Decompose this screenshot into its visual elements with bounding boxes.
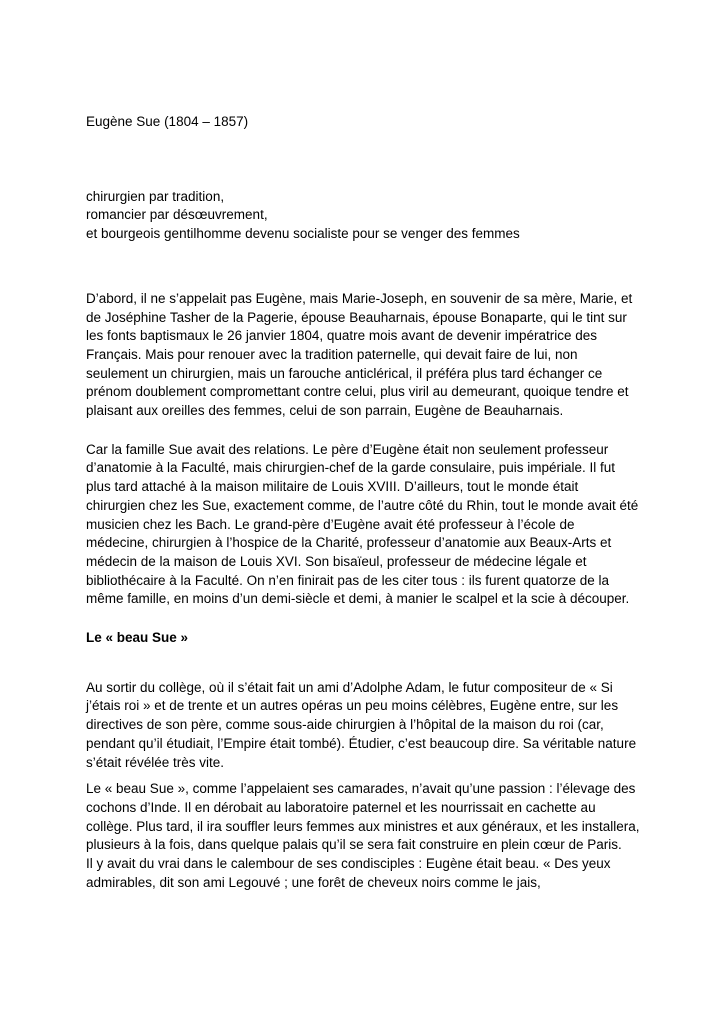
section-heading-beau-sue: Le « beau Sue » [86, 630, 189, 646]
paragraph-guinea-pigs: Le « beau Sue », comme l’appelaient ses camarades, n’avait qu’une passion : l’élevage des cochons d’Inde. Il en dérobait au laboratoire paternel et les nourrissait en cachette au collège. Plus tard, il ira souffler leurs femmes aux ministres et aux généraux, et les installera, plusieurs à la fois, dans quelque palais qu’il se sera fait construire en plein cœur de Paris. [86, 781, 640, 853]
epigraph-line-2: romancier par désœuvrement, [86, 207, 268, 223]
paragraph-group-beau-sue [86, 780, 640, 892]
document-title: Eugène Sue (1804 – 1857) [86, 114, 249, 129]
paragraph-family-surgeons: Car la famille Sue avait des relations. Le père d’Eugène était non seulement professeur d’anatomie à la Faculté, mais chirurgien-chef de la garde consulaire, puis impériale. Il fut plus tard attaché à la maison militaire de Louis XVIII. D’ailleurs, tout le monde était chirurgien chez les Sue, exactement comme, de l’autre côté du Rhin, tout le monde avait été musicien chez les Bach. Le grand-père d’Eugène avait été professeur à l’école de médecine, chirurgien à l’hospice de la Charité, professeur d’anatomie aux Beaux-Arts et médecin de la maison de Louis XVI. Son bisaïeul, professeur de médecine légale et bibliothécaire à la Faculté. On n’en finirait pas de les citer tous : ils furent quatorze de la même famille, en moins d’un demi-siècle et demi, à manier le scalpel et la scie à découper. [86, 441, 639, 607]
paragraph-calembour: Il y avait du vrai dans le calembour de ses condisciples : Eugène était beau. « Des yeux admirables, dit son ami Legouvé ; une forêt de cheveux noirs comme le jais, [86, 856, 611, 890]
epigraph-line-1: chirurgien par tradition, [86, 188, 225, 204]
paragraph-college-years: Au sortir du collège, où il s’était fait un ami d’Adolphe Adam, le futur compositeur de « Si j’étais roi » et de trente et un autres opéras un peu moins célèbres, Eugène entre, sur les directives de son père, comme sous-aide chirurgien à l’hôpital de la maison du roi (car, pendant qu’il étudiait, l’Empire était tombé). Étudier, c’est beaucoup dire. Sa véritable nature s’était révélée très vite. [86, 679, 637, 770]
paragraph-naming-origins: D’abord, il ne s’appelait pas Eugène, mais Marie-Joseph, en souvenir de sa mère, Marie, et de Joséphine Tasher de la Pagerie, épouse Beauharnais, épouse Bonaparte, qui le tint sur les fonts baptismaux le 26 janvier 1804, quatre mois avant de devenir impératrice des Français. Mais pour renouer avec la tradition paternelle, qui devait faire de lui, non seulement un chirurgien, mais un farouche anticlérical, il préféra plus tard échanger ce prénom doublement compromettant contre celui, plus viril au demeurant, quoique tendre et plaisant aux oreilles des femmes, celui de son parrain, Eugène de Beauharnais. [86, 290, 633, 419]
epigraph-line-3: et bourgeois gentilhomme devenu socialiste pour se venger des femmes [86, 226, 520, 242]
epigraph [86, 188, 640, 244]
